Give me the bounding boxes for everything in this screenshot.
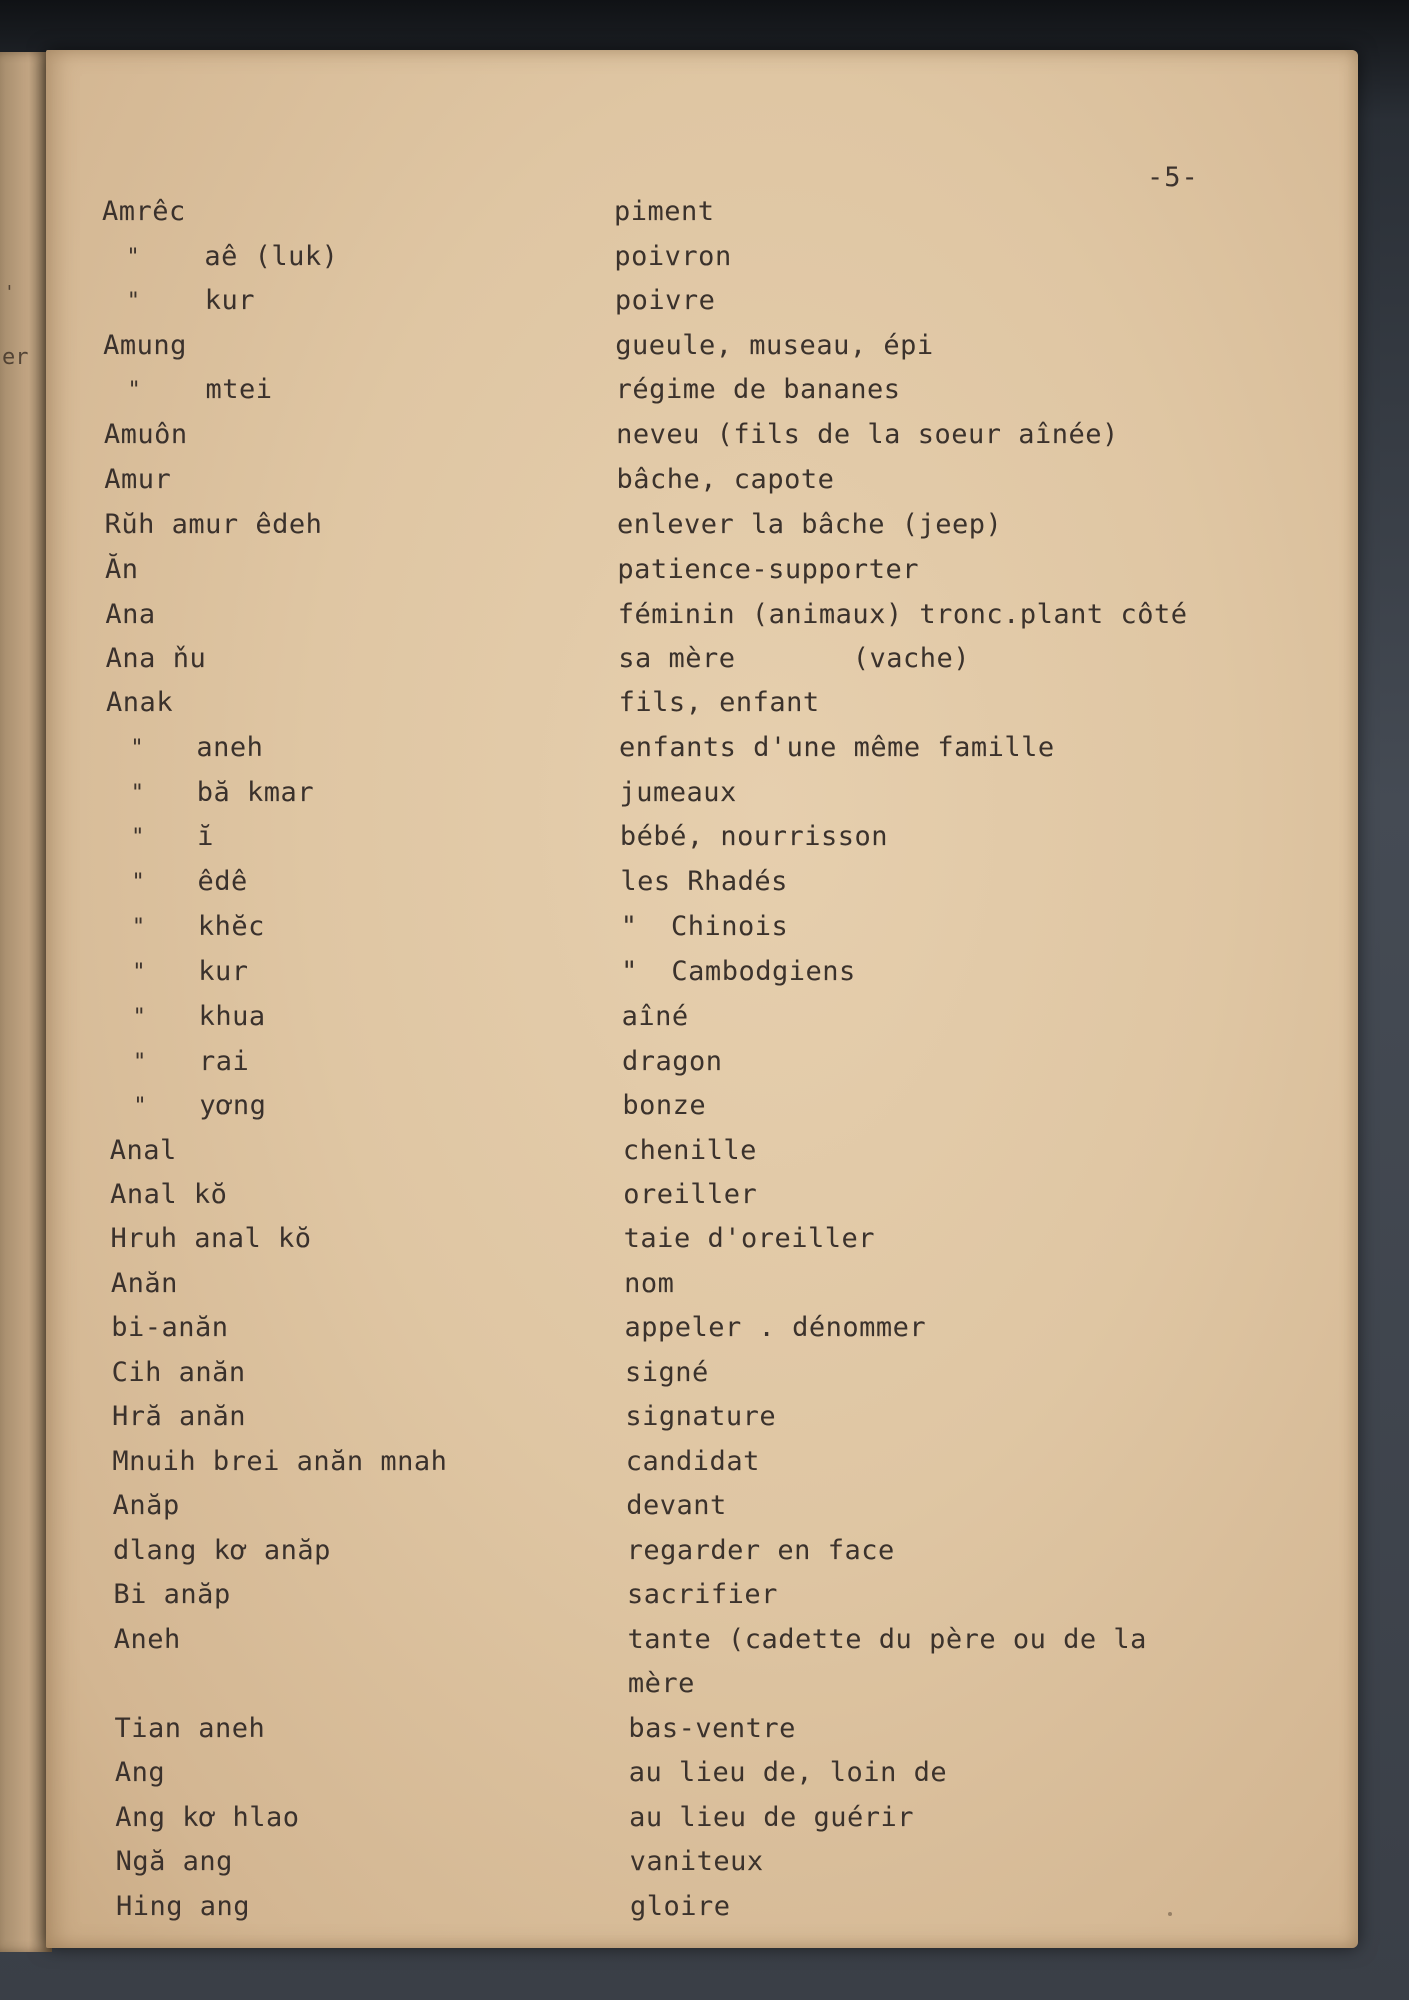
glossary-row — [0, 958, 1409, 998]
definition: féminin (animaux) tronc.plant côté — [617, 599, 1188, 630]
definition: " Chinois — [620, 911, 789, 942]
term: Cih anăn — [111, 1357, 246, 1388]
term: bi-anăn — [111, 1312, 229, 1343]
glossary-row — [0, 376, 1409, 416]
term: Amuôn — [103, 419, 188, 450]
definition: poivre — [614, 285, 716, 316]
definition: taie d'oreiller — [623, 1223, 876, 1254]
glossary-row — [0, 734, 1409, 774]
definition: les Rhadés — [620, 866, 788, 897]
definition: oreiller — [623, 1179, 758, 1210]
ditto-mark: " — [132, 960, 146, 985]
glossary-row — [0, 1137, 1409, 1177]
term: Anal kŏ — [110, 1179, 228, 1210]
term: Rŭh amur êdeh — [104, 509, 323, 540]
glossary-row — [0, 1270, 1409, 1310]
glossary-row — [0, 645, 1409, 685]
definition: chenille — [622, 1135, 757, 1166]
sub-term: rai — [199, 1046, 250, 1077]
definition: signé — [624, 1357, 709, 1388]
definition: " Cambodgiens — [621, 956, 856, 987]
sub-term: kur — [198, 956, 249, 987]
left-margin-mark: ' — [4, 282, 15, 303]
definition: gueule, museau, épi — [615, 330, 934, 361]
glossary-row — [0, 1048, 1409, 1088]
ditto-mark: " — [127, 378, 142, 403]
term: Mnuih brei anăn mnah — [112, 1446, 448, 1477]
definition: appeler . dénommer — [624, 1312, 927, 1343]
term: Anal — [109, 1135, 177, 1166]
term: Tian aneh — [114, 1713, 266, 1744]
definition: vaniteux — [629, 1846, 764, 1877]
sub-term: khĕc — [197, 911, 265, 942]
definition: signature — [625, 1401, 777, 1432]
definition: jumeaux — [619, 777, 737, 808]
glossary-row — [0, 779, 1409, 819]
definition: neveu (fils de la soeur aînée) — [616, 419, 1119, 450]
term: Amung — [103, 330, 187, 361]
glossary-row — [0, 1225, 1409, 1265]
glossary-row — [0, 421, 1409, 461]
ditto-mark: " — [133, 1094, 148, 1119]
definition: poivron — [614, 241, 732, 272]
definition: enfants d'une même famille — [619, 732, 1055, 763]
sub-term: aê (luk) — [204, 241, 339, 272]
glossary-row — [0, 1626, 1409, 1666]
definition: bonze — [622, 1090, 707, 1121]
ditto-mark: " — [131, 915, 146, 940]
glossary-row — [0, 511, 1409, 551]
definition: regarder en face — [626, 1535, 895, 1566]
definition: patience-supporter — [617, 554, 919, 585]
glossary-row — [0, 1314, 1409, 1354]
ditto-mark: " — [126, 245, 141, 270]
glossary-row — [0, 243, 1409, 283]
definition: nom — [624, 1268, 675, 1299]
glossary-row — [0, 466, 1409, 506]
definition: régime de bananes — [615, 374, 901, 405]
sub-term: yơng — [199, 1090, 267, 1121]
glossary-row — [0, 1003, 1409, 1043]
definition: gloire — [630, 1891, 731, 1922]
page-number: -5- — [1147, 162, 1199, 193]
definition: aîné — [621, 1001, 689, 1032]
term: dlang kơ anăp — [113, 1535, 331, 1566]
glossary-row — [0, 823, 1409, 863]
term: Ngă ang — [115, 1846, 233, 1877]
sub-term: mtei — [205, 374, 273, 405]
definition: au lieu de guérir — [629, 1802, 914, 1833]
glossary-row — [0, 1448, 1409, 1488]
ditto-mark: " — [130, 781, 145, 806]
definition: dragon — [622, 1046, 723, 1077]
glossary-row — [0, 1581, 1409, 1621]
term: Hră anăn — [111, 1401, 246, 1432]
ditto-mark: " — [131, 870, 146, 895]
sub-term: ĭ — [197, 821, 214, 852]
glossary-row — [0, 287, 1409, 327]
left-margin-mark: er — [2, 345, 29, 370]
glossary-row — [0, 198, 1409, 238]
glossary-row — [0, 1181, 1409, 1221]
ditto-mark: " — [132, 1005, 147, 1030]
sub-term: kur — [204, 285, 256, 316]
term: Anak — [106, 687, 174, 718]
glossary-row — [0, 913, 1409, 953]
definition: bas-ventre — [628, 1713, 796, 1744]
glossary-row — [0, 868, 1409, 908]
definition: fils, enfant — [618, 687, 820, 718]
ditto-mark: " — [131, 825, 145, 850]
term: Ana — [105, 599, 156, 630]
definition: tante (cadette du père ou de la — [627, 1624, 1147, 1655]
term: Amrêc — [102, 196, 186, 227]
sub-term: êdê — [197, 866, 248, 897]
term: Hing ang — [116, 1891, 251, 1922]
glossary-row — [0, 1804, 1409, 1844]
term: Hruh anal kŏ — [110, 1223, 312, 1254]
term: Anăp — [112, 1490, 180, 1521]
term: Ăn — [104, 554, 139, 585]
definition: sa mère (vache) — [618, 643, 971, 674]
definition: au lieu de, loin de — [628, 1757, 948, 1788]
term: Ang — [114, 1757, 166, 1788]
glossary-row — [0, 1492, 1409, 1532]
ink-speck — [1168, 1912, 1172, 1916]
definition: piment — [614, 196, 715, 227]
definition: candidat — [625, 1446, 760, 1477]
sub-term: khua — [198, 1001, 266, 1032]
term: Aneh — [113, 1624, 181, 1655]
definition: sacrifier — [627, 1579, 778, 1610]
definition: mère — [627, 1668, 695, 1699]
glossary-row — [0, 1759, 1409, 1799]
ditto-mark: " — [133, 1050, 147, 1075]
definition: enlever la bâche (jeep) — [616, 509, 1003, 540]
ditto-mark: " — [130, 736, 145, 761]
term: Anăn — [110, 1268, 178, 1299]
term: Ang kơ hlao — [115, 1802, 300, 1833]
glossary-row — [0, 1715, 1409, 1755]
definition: devant — [626, 1490, 727, 1521]
glossary-row — [0, 689, 1409, 729]
glossary-row — [0, 1848, 1409, 1888]
glossary-row — [0, 1670, 1409, 1710]
glossary-row — [0, 1403, 1409, 1443]
term: Bi anăp — [113, 1579, 231, 1610]
definition: bébé, nourrisson — [619, 821, 888, 852]
definition: bâche, capote — [616, 464, 835, 495]
glossary-row — [0, 556, 1409, 596]
term: Ana ňu — [105, 643, 207, 674]
sub-term: bă kmar — [196, 777, 315, 808]
glossary-row — [0, 1893, 1409, 1933]
glossary-row — [0, 601, 1409, 641]
term: Amur — [104, 464, 172, 495]
glossary-row — [0, 1537, 1409, 1577]
sub-term: aneh — [196, 732, 264, 763]
glossary-row — [0, 332, 1409, 372]
ditto-mark: " — [126, 289, 141, 314]
glossary-row — [0, 1092, 1409, 1132]
glossary-row — [0, 1359, 1409, 1399]
